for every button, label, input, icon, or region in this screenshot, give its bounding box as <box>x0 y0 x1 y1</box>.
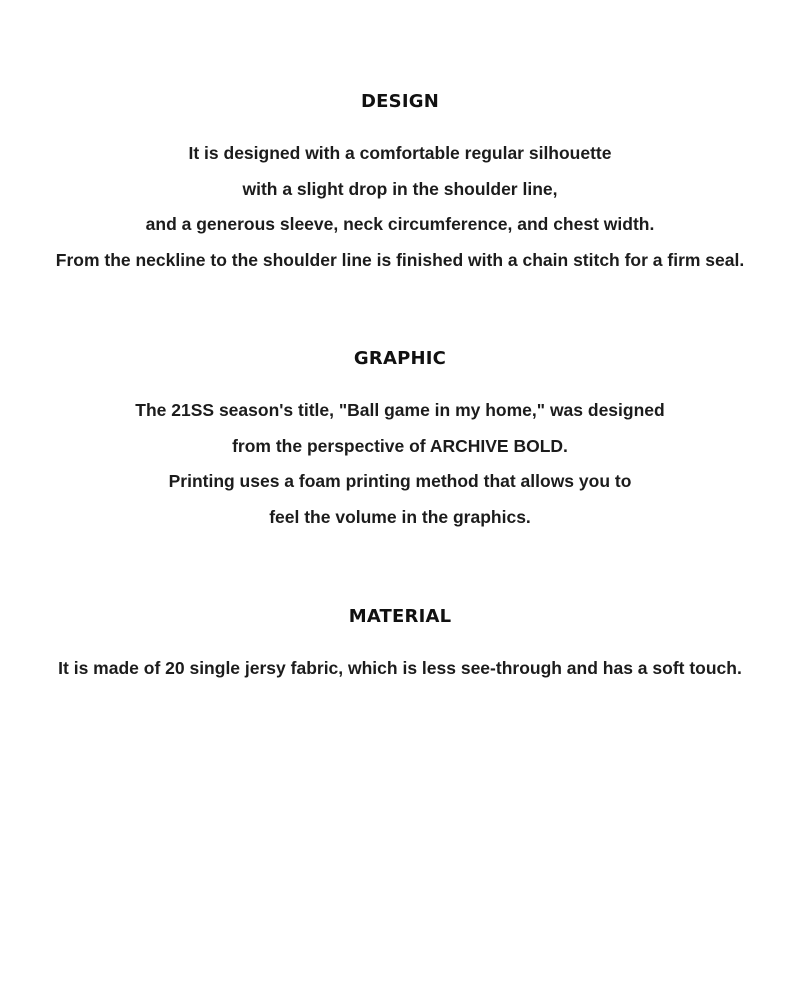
design-text <box>0 136 800 278</box>
graphic-section <box>0 348 800 535</box>
material-text <box>0 651 800 687</box>
graphic-line: from the perspective of ARCHIVE BOLD. <box>232 435 568 456</box>
material-line: It is made of 20 single jersy fabric, which is less see-through and has a soft touch. <box>58 658 742 678</box>
design-line: and a generous sleeve, neck circumference, and chest width. <box>145 214 655 234</box>
graphic-line: Printing uses a foam printing method that allows you to <box>168 471 632 491</box>
material-section <box>0 606 800 687</box>
design-section <box>0 91 800 278</box>
design-line: From the neckline to the shoulder line is finished with a chain stitch for a firm seal. <box>55 249 745 270</box>
design-heading: DESIGN <box>361 91 439 112</box>
design-line: It is designed with a comfortable regular silhouette <box>188 143 612 163</box>
material-heading: MATERIAL <box>348 606 452 627</box>
graphic-heading: GRAPHIC <box>353 348 447 369</box>
graphic-line: feel the volume in the graphics. <box>269 506 531 527</box>
graphic-text <box>0 393 800 535</box>
design-line: with a slight drop in the shoulder line, <box>242 178 558 199</box>
graphic-line: The 21SS season's title, "Ball game in my home," was designed <box>135 400 665 420</box>
